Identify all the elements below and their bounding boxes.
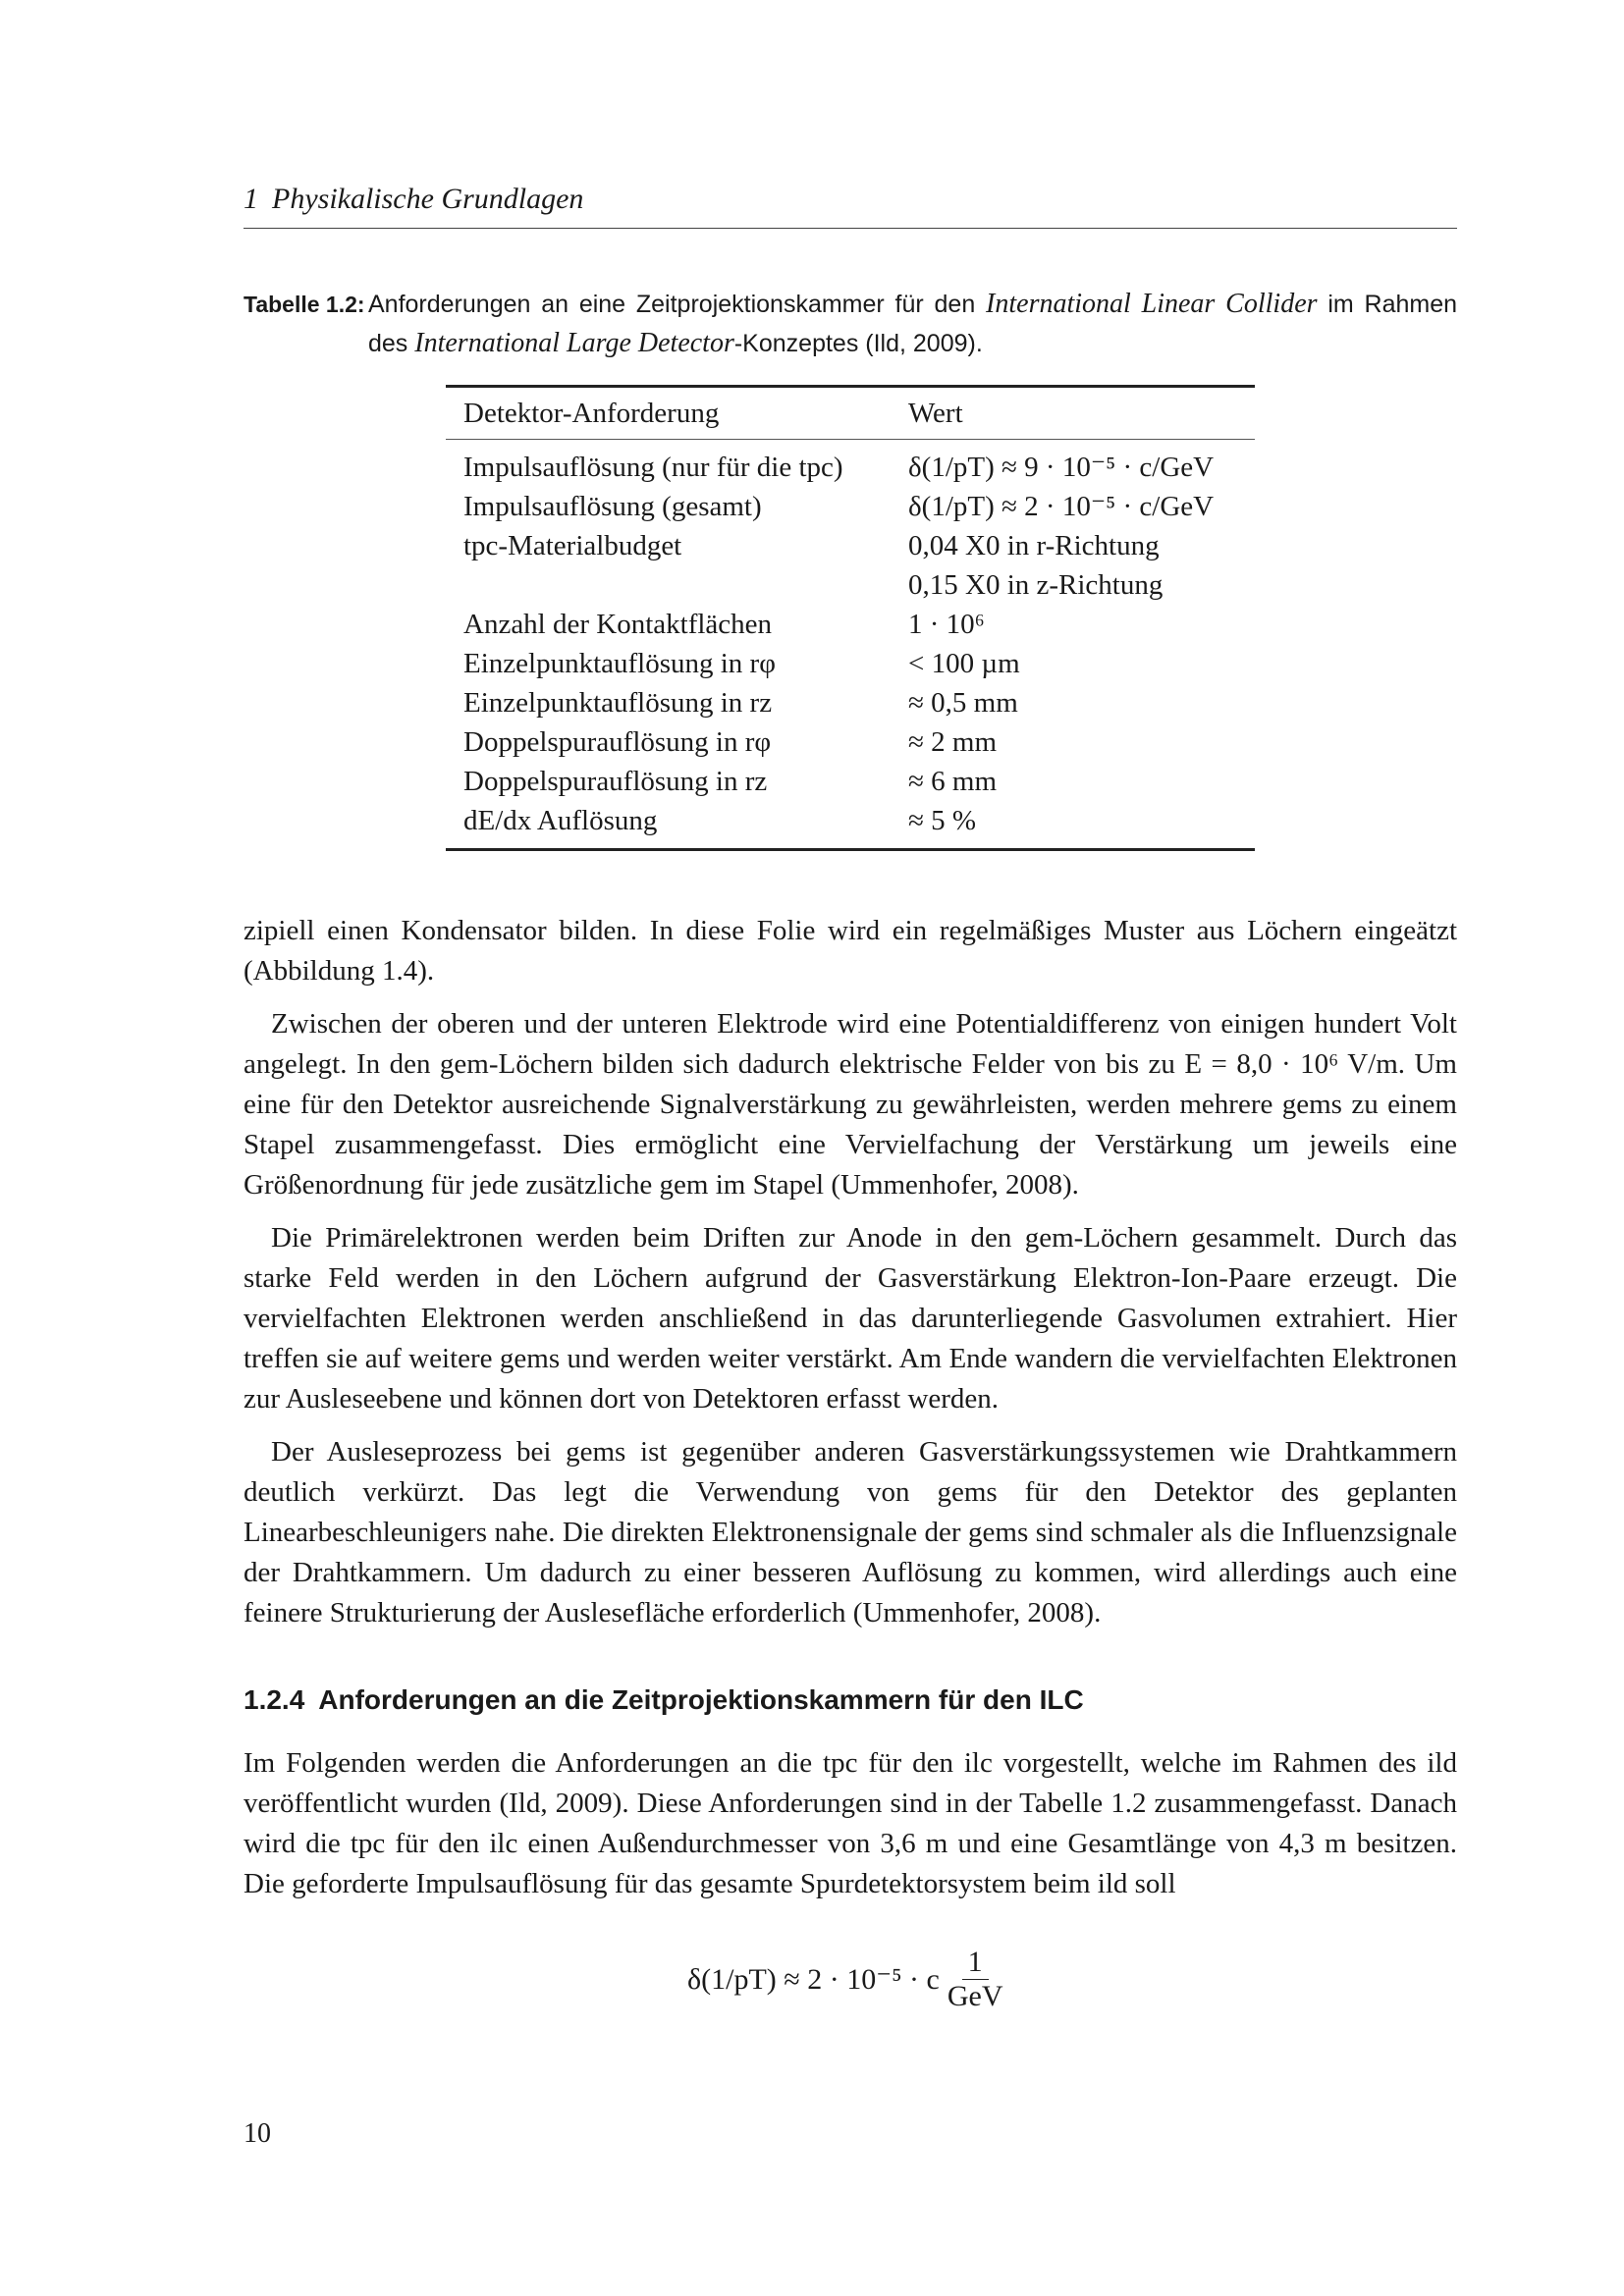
body-text-block [244, 1743, 1457, 1917]
table-row [446, 722, 1255, 762]
running-header-text [244, 183, 583, 216]
caption-segment: Anforderungen an eine Zeitprojektionskammer für den [368, 291, 987, 318]
paragraph: Zwischen der oberen und der unteren Elektrode wird eine Potentialdifferenz von einigen hundert Volt angelegt. In den gem-Löchern bilden sich dadurch elektrische Felder von bis zu E = 8,0 · 10⁶ V/m. Um eine für den Detektor ausreichende Signalverstärkung zu gewährleisten, werden mehrere gems zu einem Stapel zusammengefasst. Dies ermöglicht eine Vervielfachung der Verstärkung um jeweils eine Größenordnung für jede zusätzliche gem im Stapel (Ummenhofer, 2008). [244, 1008, 1457, 1201]
table-row [446, 448, 1255, 487]
paragraph: Im Folgenden werden die Anforderungen an die tpc für den ilc vorgestellt, welche im Rahmen des ild veröffentlicht wurden (Ild, 2009). Diese Anforderungen sind in der Tabelle 1.2 zusammengefasst. Danach wird die tpc für den ilc einen Außendurchmesser von 3,6 m und eine Gesamtlänge von 4,3 m besitzen. Die geforderte Impulsauflösung für das gesamte Spurdetektorsystem beim ild soll [244, 1747, 1457, 1899]
table-row [446, 801, 1255, 840]
table-cell-requirement [446, 565, 908, 605]
column-header-value: Wert [908, 397, 963, 429]
chapter-number: 1 [244, 183, 258, 215]
table-caption [244, 285, 1457, 363]
table-cell-requirement: Doppelspurauflösung in rφ [463, 726, 772, 758]
table-cell-requirement: dE/dx Auflösung [463, 805, 658, 836]
table-row [446, 605, 1255, 644]
table-row [446, 762, 1255, 801]
display-equation [687, 1946, 1003, 2013]
table-cell-requirement: Einzelpunktauflösung in rz [463, 687, 773, 719]
section-title: Anforderungen an die Zeitprojektionskammern für den ILC [318, 1684, 1084, 1715]
paragraph: Der Ausleseprozess bei gems ist gegenüber anderen Gasverstärkungssystemen wie Drahtkammern deutlich verkürzt. Das legt die Verwendung von gems für den Detektor des geplanten Linearbeschleunigers nahe. Die direkten Elektronensignale der gems sind schmaler als die Influenzsignale der Drahtkammern. Um dadurch zu einer besseren Auflösung zu kommen, wird allerdings auch eine feinere Strukturierung der Auslesefläche erforderlich (Ummenhofer, 2008). [244, 1436, 1457, 1629]
body-text-block [244, 911, 1457, 1646]
running-header [244, 181, 1457, 229]
caption-segment: im Rahmen des [368, 291, 1458, 357]
table-cell-requirement: tpc-Materialbudget [463, 530, 682, 561]
table-cell-requirement: Anzahl der Kontaktflächen [463, 609, 773, 640]
table-row [446, 683, 1255, 722]
table-cell-value: ≈ 0,5 mm [908, 687, 1018, 719]
table-cell-value: < 100 µm [908, 648, 1020, 679]
table-body [446, 440, 1255, 848]
table-label: Tabelle 1.2: [244, 292, 365, 317]
section-number: 1.2.4 [244, 1684, 305, 1715]
fraction-numerator: 1 [962, 1946, 989, 1980]
paragraph: zipiell einen Kondensator bilden. In diese Folie wird ein regelmäßiges Muster aus Löchern eingeätzt (Abbildung 1.4). [244, 915, 1457, 987]
equation-lhs: δ(1/pT) ≈ 2 · 10⁻⁵ · c [687, 1963, 940, 1996]
chapter-title: Physikalische Grundlagen [272, 183, 584, 215]
table-row [446, 487, 1255, 526]
table-cell-requirement: Einzelpunktauflösung in rφ [463, 648, 776, 679]
table-cell-value: 0,04 X0 in r-Richtung [908, 530, 1160, 561]
table-caption-text [368, 285, 1457, 363]
requirements-table [446, 385, 1255, 851]
table-cell-value: ≈ 6 mm [908, 766, 998, 797]
table-cell-value: 0,15 X0 in z-Richtung [908, 569, 1164, 601]
table-cell-value: δ(1/pT) ≈ 9 · 10⁻⁵ · c/GeV [908, 452, 1215, 483]
table-row [446, 526, 1255, 565]
table-cell-value: δ(1/pT) ≈ 2 · 10⁻⁵ · c/GeV [908, 491, 1215, 522]
column-header-requirement: Detektor-Anforderung [463, 397, 720, 429]
caption-segment: -Konzeptes (Ild, 2009). [733, 330, 983, 357]
table-header-row [446, 388, 1255, 440]
paragraph: Die Primärelektronen werden beim Driften zur Anode in den gem-Löchern gesammelt. Durch das starke Feld werden in den Löchern aufgrund der Gasverstärkung Elektron-Ion-Paare erzeugt. Die vervielfachten Elektronen werden anschließend in das darunterliegende Gasvolumen extrahiert. Hier treffen sie auf weitere gems und werden weiter verstärkt. Am Ende wandern die vervielfachten Elektronen zur Ausleseebene und können dort von Detektoren erfasst werden. [244, 1222, 1457, 1415]
table-cell-value: 1 · 10⁶ [908, 609, 985, 640]
table-row [446, 565, 1255, 605]
table-cell-value: ≈ 5 % [908, 805, 977, 836]
fraction-denominator: GeV [947, 1980, 1003, 2012]
table-cell-requirement: Doppelspurauflösung in rz [463, 766, 768, 797]
equation-fraction [947, 1946, 1003, 2013]
section-heading [244, 1684, 1084, 1716]
caption-italic: International Large Detector [414, 328, 734, 358]
table-cell-value: ≈ 2 mm [908, 726, 998, 758]
page-number: 10 [244, 2118, 271, 2149]
table-row [446, 644, 1255, 683]
table-cell-requirement: Impulsauflösung (gesamt) [463, 491, 762, 522]
table-cell-requirement: Impulsauflösung (nur für die tpc) [463, 452, 843, 483]
caption-italic: International Linear Collider [986, 289, 1318, 319]
